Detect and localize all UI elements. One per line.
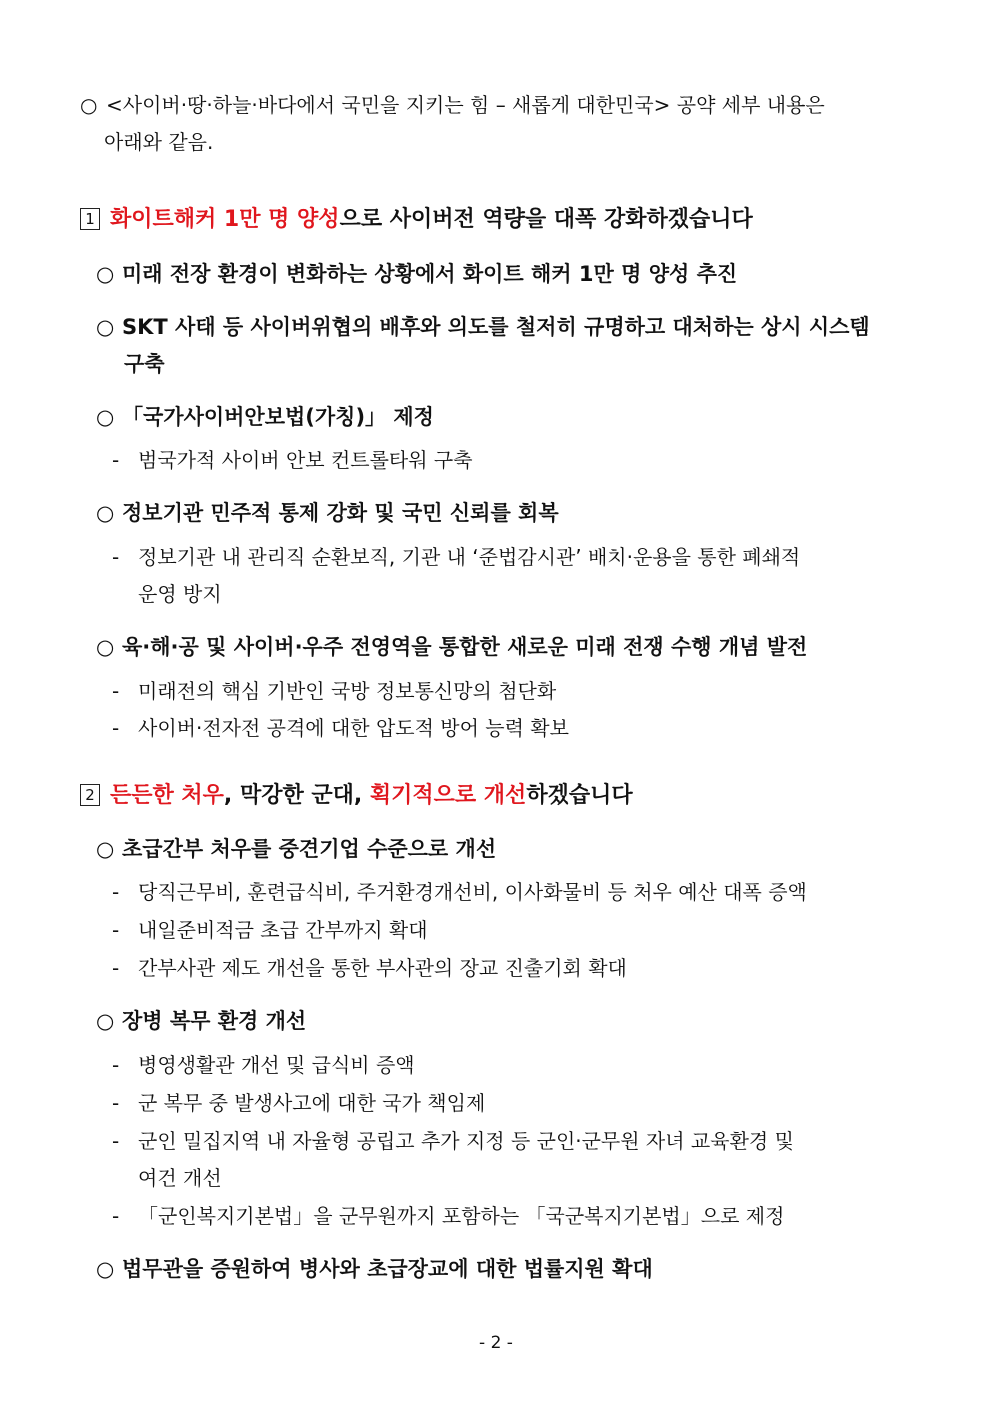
sub-item: - 내일준비적금 초급 간부까지 확대	[112, 915, 428, 945]
intro-text: <사이버·땅·하늘·바다에서 국민을 지키는 힘 – 새롭게 대한민국> 공약 세부 내용은	[106, 93, 825, 117]
sub-item-continuation: 운영 방지	[138, 582, 222, 606]
dash-bullet: -	[112, 918, 120, 942]
sub-item: - 미래전의 핵심 기반인 국방 정보통신망의 첨단화	[112, 676, 556, 706]
circle-bullet: ○	[96, 1257, 115, 1281]
dash-bullet: -	[112, 448, 120, 472]
circle-bullet: ○	[96, 315, 115, 339]
circle-bullet: ○	[96, 635, 115, 659]
dash-bullet: -	[112, 716, 120, 740]
sub-item: - 군 복무 중 발생사고에 대한 국가 책임제	[112, 1088, 485, 1118]
section-2-title-highlight-2: 획기적으로 개선	[369, 783, 527, 808]
intro-line-2: 아래와 같음.	[104, 130, 214, 154]
list-item: ○ 법무관을 증원하여 병사와 초급장교에 대한 법률지원 확대	[96, 1254, 653, 1284]
circle-bullet: ○	[96, 405, 115, 429]
dash-bullet: -	[112, 1091, 120, 1115]
circle-bullet: ○	[96, 837, 115, 861]
circle-bullet: ○	[96, 262, 115, 286]
list-item: ○ 미래 전장 환경이 변화하는 상황에서 화이트 해커 1만 명 양성 추진	[96, 259, 737, 289]
circle-bullet: ○	[80, 93, 98, 117]
dash-bullet: -	[112, 1204, 120, 1228]
sub-item: - 당직근무비, 훈련급식비, 주거환경개선비, 이사화물비 등 처우 예산 대폭 증액	[112, 877, 807, 907]
sub-item: - 군인 밀집지역 내 자율형 공립고 추가 지정 등 군인·군무원 자녀 교육환경 및	[112, 1126, 794, 1156]
dash-bullet: -	[112, 880, 120, 904]
section-2-heading	[80, 781, 633, 811]
dash-bullet: -	[112, 545, 120, 569]
sub-item: - 정보기관 내 관리직 순환보직, 기관 내 ‘준법감시관’ 배치·운용을 통한 폐쇄적	[112, 542, 800, 572]
dash-bullet: -	[112, 1129, 120, 1153]
section-number-box: 1	[80, 208, 100, 230]
section-1-title-rest: 으로 사이버전 역량을 대폭 강화하겠습니다	[339, 207, 753, 232]
dash-bullet: -	[112, 1053, 120, 1077]
list-item: ○ 초급간부 처우를 중견기업 수준으로 개선	[96, 834, 496, 864]
dash-bullet: -	[112, 956, 120, 980]
section-1-title-highlight: 화이트해커 1만 명 양성	[110, 207, 340, 232]
section-number-box: 2	[80, 784, 100, 806]
list-item: ○ 장병 복무 환경 개선	[96, 1006, 306, 1036]
sub-item: - 「군인복지기본법」을 군무원까지 포함하는 「국군복지기본법」으로 제정	[112, 1201, 784, 1231]
circle-bullet: ○	[96, 501, 115, 525]
list-item: ○ SKT 사태 등 사이버위협의 배후와 의도를 철저히 규명하고 대처하는 상시 시스템	[96, 312, 870, 342]
sub-item: - 병영생활관 개선 및 급식비 증액	[112, 1050, 415, 1080]
section-2-title-middle: , 막강한 군대,	[223, 783, 370, 808]
sub-item: - 간부사관 제도 개선을 통한 부사관의 장교 진출기회 확대	[112, 953, 627, 983]
sub-item: - 범국가적 사이버 안보 컨트롤타워 구축	[112, 445, 473, 475]
list-item-continuation: 구축	[124, 352, 165, 376]
section-2-title-highlight-1: 든든한 처우	[110, 783, 224, 808]
sub-item-continuation: 여건 개선	[138, 1166, 222, 1190]
section-1-heading	[80, 205, 753, 235]
list-item: ○ 「국가사이버안보법(가칭)」 제정	[96, 402, 434, 432]
list-item: ○ 정보기관 민주적 통제 강화 및 국민 신뢰를 회복	[96, 498, 559, 528]
section-2-title-rest: 하겠습니다	[526, 783, 633, 808]
list-item: ○ 육·해·공 및 사이버·우주 전영역을 통합한 새로운 미래 전쟁 수행 개념 발전	[96, 632, 807, 662]
circle-bullet: ○	[96, 1009, 115, 1033]
dash-bullet: -	[112, 679, 120, 703]
sub-item: - 사이버·전자전 공격에 대한 압도적 방어 능력 확보	[112, 713, 569, 743]
page-number: - 2 -	[479, 1333, 513, 1353]
intro-line-1	[80, 90, 825, 120]
